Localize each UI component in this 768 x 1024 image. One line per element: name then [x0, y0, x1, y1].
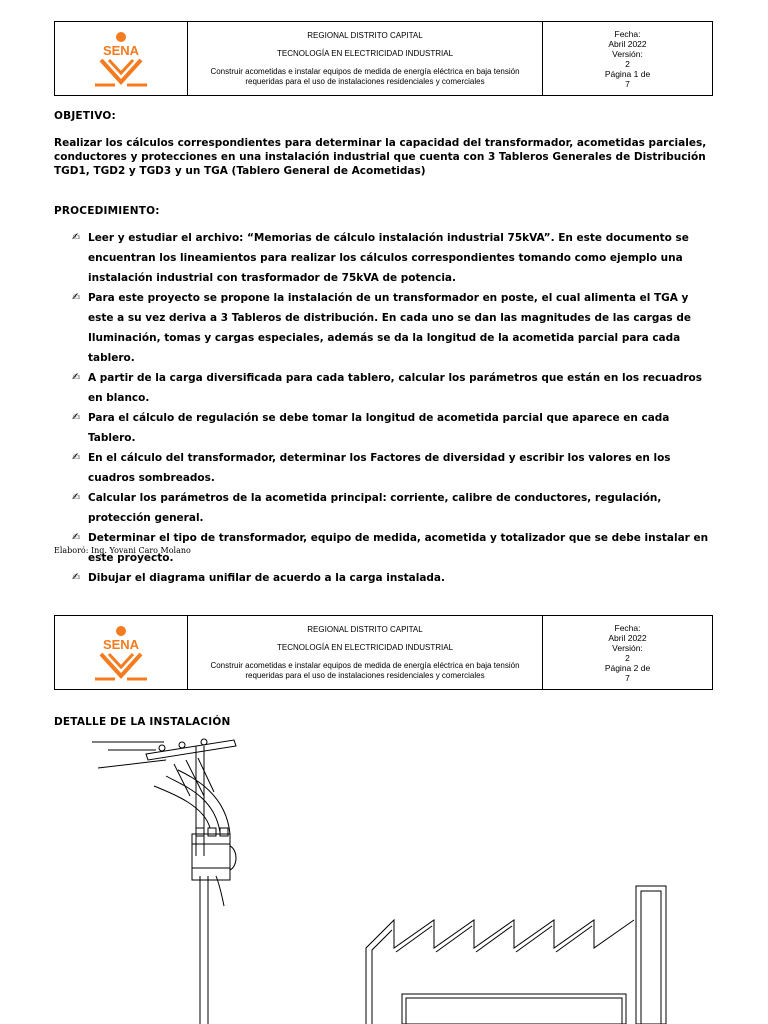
procedimiento-heading: PROCEDIMIENTO: — [54, 205, 160, 217]
sena-logo-text: SENA — [102, 42, 140, 58]
page-number-label: Página 1 de — [604, 68, 651, 79]
step-text: Dibujar el diagrama unifilar de acuerdo a la carga instalada. — [88, 572, 446, 584]
header-program: TECNOLOGÍA EN ELECTRICIDAD INDUSTRIAL — [276, 642, 454, 652]
page1-header — [54, 21, 713, 96]
author-signature: Elaboró: Ing. Yovani Caro Molano — [54, 546, 191, 555]
page2-header — [54, 615, 713, 690]
total-pages: 7 — [625, 672, 630, 683]
objetivo-heading: OBJETIVO: — [54, 110, 116, 122]
header-meta — [543, 616, 712, 689]
header-course-line2: requeridas para el uso de instalaciones residenciales y comerciales — [245, 670, 485, 680]
version-value: 2 — [625, 652, 630, 663]
total-pages: 7 — [625, 78, 630, 89]
list-item — [54, 288, 714, 368]
header-course — [210, 661, 519, 681]
step-text: Para el cálculo de regulación se debe tomar la longitud de acometida parcial que aparece en cada Tablero. — [88, 412, 670, 444]
step-text: Para este proyecto se propone la instalación de un transformador en poste, el cual alimenta el TGA y este a su vez deriva a 3 Tableros de distribución. En cada uno se dan las magnitudes de las cargas de Iluminación, tomas y cargas especiales, además se da la longitud de la acometida parcial para cada tablero. — [88, 292, 691, 364]
header-regional: REGIONAL DISTRITO CAPITAL — [307, 624, 423, 634]
fecha-label: Fecha: — [614, 622, 641, 633]
fecha-label: Fecha: — [614, 28, 641, 39]
factory-building-drawing — [366, 886, 666, 1024]
step-text: A partir de la carga diversificada para cada tablero, calcular los parámetros que están en los recuadros en blanco. — [88, 372, 702, 404]
version-label: Versión: — [612, 48, 643, 59]
header-title-block — [188, 22, 543, 95]
sena-logo — [55, 22, 188, 95]
header-course — [210, 67, 519, 87]
writing-hand-icon: ✍ — [72, 532, 81, 543]
writing-hand-icon: ✍ — [72, 572, 81, 583]
header-meta — [543, 22, 712, 95]
writing-hand-icon: ✍ — [72, 372, 81, 383]
list-item — [54, 408, 714, 448]
header-course-line1: Construir acometidas e instalar equipos de medida de energía eléctrica en baja tensión — [210, 66, 520, 76]
writing-hand-icon: ✍ — [72, 452, 81, 463]
header-title-block — [188, 616, 543, 689]
step-text: Determinar el tipo de transformador, equipo de medida, acometida y totalizador que se debe instalar en este proyecto. — [88, 532, 709, 564]
header-program: TECNOLOGÍA EN ELECTRICIDAD INDUSTRIAL — [276, 48, 454, 58]
list-item — [54, 228, 714, 288]
detalle-heading: DETALLE DE LA INSTALACIÓN — [54, 716, 231, 728]
step-text: En el cálculo del transformador, determinar los Factores de diversidad y escribir los valores en los cuadros sombreados. — [88, 452, 671, 484]
sena-logo-text: SENA — [102, 636, 140, 652]
version-label: Versión: — [612, 642, 643, 653]
writing-hand-icon: ✍ — [72, 412, 81, 423]
writing-hand-icon: ✍ — [72, 492, 81, 503]
page-number-label: Página 2 de — [604, 662, 651, 673]
writing-hand-icon: ✍ — [72, 232, 81, 243]
version-value: 2 — [625, 58, 630, 69]
sena-logo-icon — [91, 624, 151, 682]
installation-drawing — [54, 736, 714, 1024]
list-item — [54, 568, 714, 588]
sena-logo-icon — [91, 30, 151, 88]
list-item — [54, 488, 714, 528]
step-text: Leer y estudiar el archivo: “Memorias de cálculo instalación industrial 75kVA”. En este documento se encuentran los lineamientos para realizar los cálculos correspondientes tomando como ejemplo una instalación industrial con trasformador de 75kVA de potencia. — [88, 232, 689, 284]
fecha-value: Abril 2022 — [608, 38, 647, 49]
step-text: Calcular los parámetros de la acometida principal: corriente, calibre de conductores, regulación, protección general. — [88, 492, 662, 524]
transformer-pole-drawing — [92, 739, 236, 1024]
objetivo-text: Realizar los cálculos correspondientes para determinar la capacidad del transformador, acometidas parciales, conductores y protecciones en una instalación industrial que cuenta con 3 Tableros Generales de Distribución TGD1, TGD2 y TGD3 y un TGA (Tablero General de Acometidas) — [54, 137, 707, 177]
list-item — [54, 448, 714, 488]
fecha-value: Abril 2022 — [608, 632, 647, 643]
header-course-line2: requeridas para el uso de instalaciones residenciales y comerciales — [245, 76, 485, 86]
sena-logo — [55, 616, 188, 689]
list-item — [54, 368, 714, 408]
header-regional: REGIONAL DISTRITO CAPITAL — [307, 30, 423, 40]
procedimiento-list — [54, 228, 714, 588]
header-course-line1: Construir acometidas e instalar equipos de medida de energía eléctrica en baja tensión — [210, 660, 520, 670]
writing-hand-icon: ✍ — [72, 292, 81, 303]
